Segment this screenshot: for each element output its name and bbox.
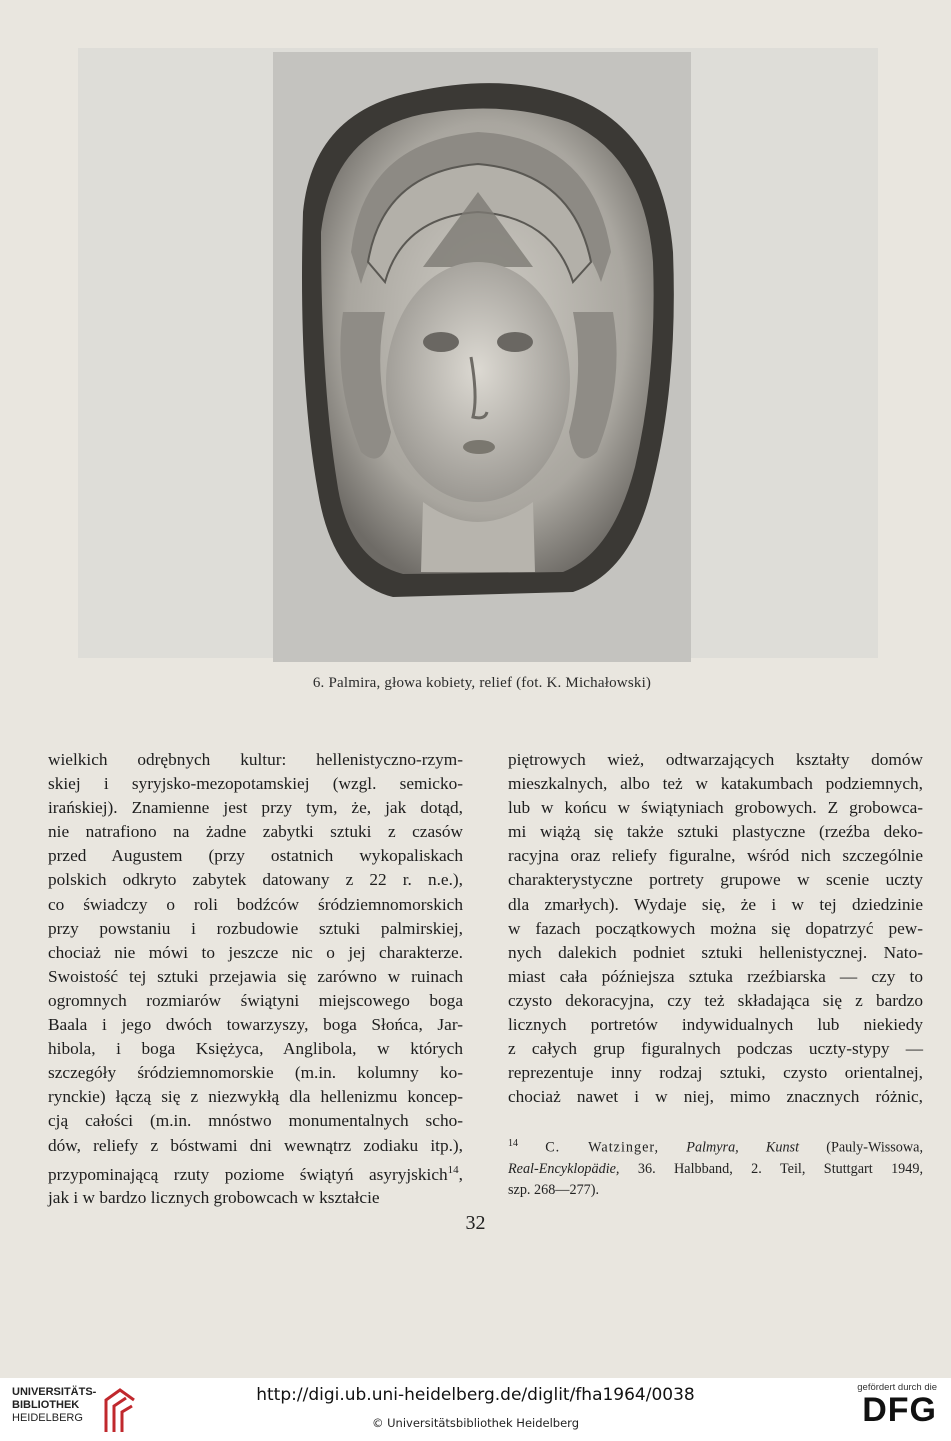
text-line: lub w końcu w świątyniach grobowych. Z grobowca-	[508, 798, 923, 818]
text-line: przed Augustem (przy ostatnich wykopaliskach	[48, 846, 463, 866]
copyright-notice: © Universitätsbibliothek Heidelberg	[371, 1416, 579, 1430]
text-line: charakterystyczne portrety grupowe w scenie uczty	[508, 870, 923, 890]
text-line: piętrowych wież, odtwarzających kształty domów	[508, 750, 923, 769]
footnote	[508, 1133, 923, 1201]
text-line: Baala i jego dwóch towarzyszy, boga Słońca, Jar-	[48, 1015, 463, 1035]
dfg-logo: DFG	[862, 1391, 937, 1429]
library-name-line: HEIDELBERG	[12, 1412, 83, 1424]
text-line: hibola, i boga Księżyca, Anglibola, w których	[48, 1039, 463, 1059]
footnote-line	[508, 1133, 923, 1159]
text-line: chociaż nie mówi to jeszcze nic o jej charakterze.	[48, 942, 463, 962]
text-line: nie natrafiono na żadne zabytki sztuki z czasów	[48, 822, 463, 842]
text-line: rynckie) łączą się z niezwykłą dla hellenizmu koncep-	[48, 1087, 463, 1107]
text-fragment: przypominającą rzuty poziome świątyń asyryjskich	[48, 1164, 448, 1184]
text-line: skiej i syryjsko-mezopotamskiej (wzgl. semicko-	[48, 774, 463, 794]
text-line: licznych portretów indywidualnych lub niekiedy	[508, 1015, 923, 1035]
text-line: mieszkalnych, albo też w katakumbach podziemnych,	[508, 774, 923, 794]
text-line: szczegóły śródziemnomorskie (m.in. kolumny ko-	[48, 1063, 463, 1083]
document-url[interactable]: http://digi.ub.uni-heidelberg.de/diglit/fha1964/0038	[256, 1385, 695, 1405]
library-name-line: BIBLIOTHEK	[12, 1399, 80, 1411]
text-line: ogromnych rozmiarów świątyni miejscowego boga	[48, 990, 463, 1010]
text-line: przy powstaniu i rozbudowie sztuki palmirskiej,	[48, 918, 463, 938]
footnote-title: Real-Encyklopädie,	[508, 1160, 620, 1177]
footnote-author: C. Watzinger,	[545, 1139, 660, 1156]
relief-head-image	[273, 52, 691, 662]
footnote-line: szp. 268—277).	[508, 1181, 600, 1198]
footnote-number: 14	[508, 1138, 518, 1149]
text-line: irańskiej). Znamienne jest przy tym, że, jak dotąd,	[48, 798, 463, 818]
sponsor-block[interactable]	[847, 1382, 937, 1427]
text-line: czysto dekoracyjna, czy też składająca się z bardzo	[508, 990, 923, 1010]
text-line: nych dalekich podniet sztuki hellenistycznej. Nato-	[508, 942, 923, 962]
text-line: polskich odkryto zabytek datowany z 22 r. n.e.),	[48, 870, 463, 890]
text-line: reprezentuje inny rodzaj sztuki, czysto orientalnej,	[508, 1063, 923, 1083]
footnote-line	[508, 1159, 923, 1180]
text-line: Swoistość tej sztuki przejawia się zarówno w ruinach	[48, 966, 463, 986]
figure-caption: 6. Palmira, głowa kobiety, relief (fot. K. Michałowski)	[312, 675, 652, 691]
text-line: miast cała późniejsza sztuka rzeźbiarska — czy to	[508, 966, 923, 986]
library-name-line: UNIVERSITÄTS-	[12, 1386, 97, 1398]
text-line-with-footnote: przypominającą rzuty poziome świątyń asyryjskich$^{14}$,	[48, 1163, 463, 1184]
text-line: dów, reliefy z bóstwami dni wewnątrz zodiaku itp.),	[48, 1135, 463, 1155]
right-text-column	[508, 748, 923, 1109]
text-line: chociaż nawet i w niej, mimo znacznych różnic,	[508, 1087, 923, 1107]
text-line: dla zmarłych). Wydaje się, że i w tej dziedzinie	[508, 894, 923, 914]
text-line: co świadczy o roli bodźców śródziemnomorskich	[48, 894, 463, 914]
relief-photograph	[273, 52, 691, 662]
text-line: jak i w bardzo licznych grobowcach w kształcie	[48, 1188, 380, 1208]
footer-bar	[0, 1378, 951, 1441]
footnote-title: Palmyra, Kunst	[686, 1139, 800, 1156]
text-line: mi wiążą się także sztuki plastyczne (rzeźba deko-	[508, 822, 923, 842]
text-line: w fazach początkowych można się dopatrzyć pew-	[508, 918, 923, 938]
footnote-reference: 14	[447, 1163, 459, 1176]
text-line: cją całości (m.in. mnóstwo monumentalnych scho-	[48, 1111, 463, 1131]
text-line: racyjna oraz reliefy figuralne, wśród nich szczególnie	[508, 846, 923, 866]
page-number: 32	[465, 1212, 486, 1234]
left-text-column	[48, 748, 463, 1211]
footnote-details: 36. Halbband, 2. Teil, Stuttgart 1949,	[637, 1160, 924, 1177]
footnote-source: (Pauly-Wissowa,	[826, 1139, 923, 1156]
text-line: wielkich odrębnych kultur: hellenistyczno-rzym-	[48, 750, 463, 769]
sponsor-label: gefördert durch die	[857, 1382, 937, 1393]
text-line: z całych grup figuralnych podczas uczty-stypy —	[508, 1039, 923, 1059]
